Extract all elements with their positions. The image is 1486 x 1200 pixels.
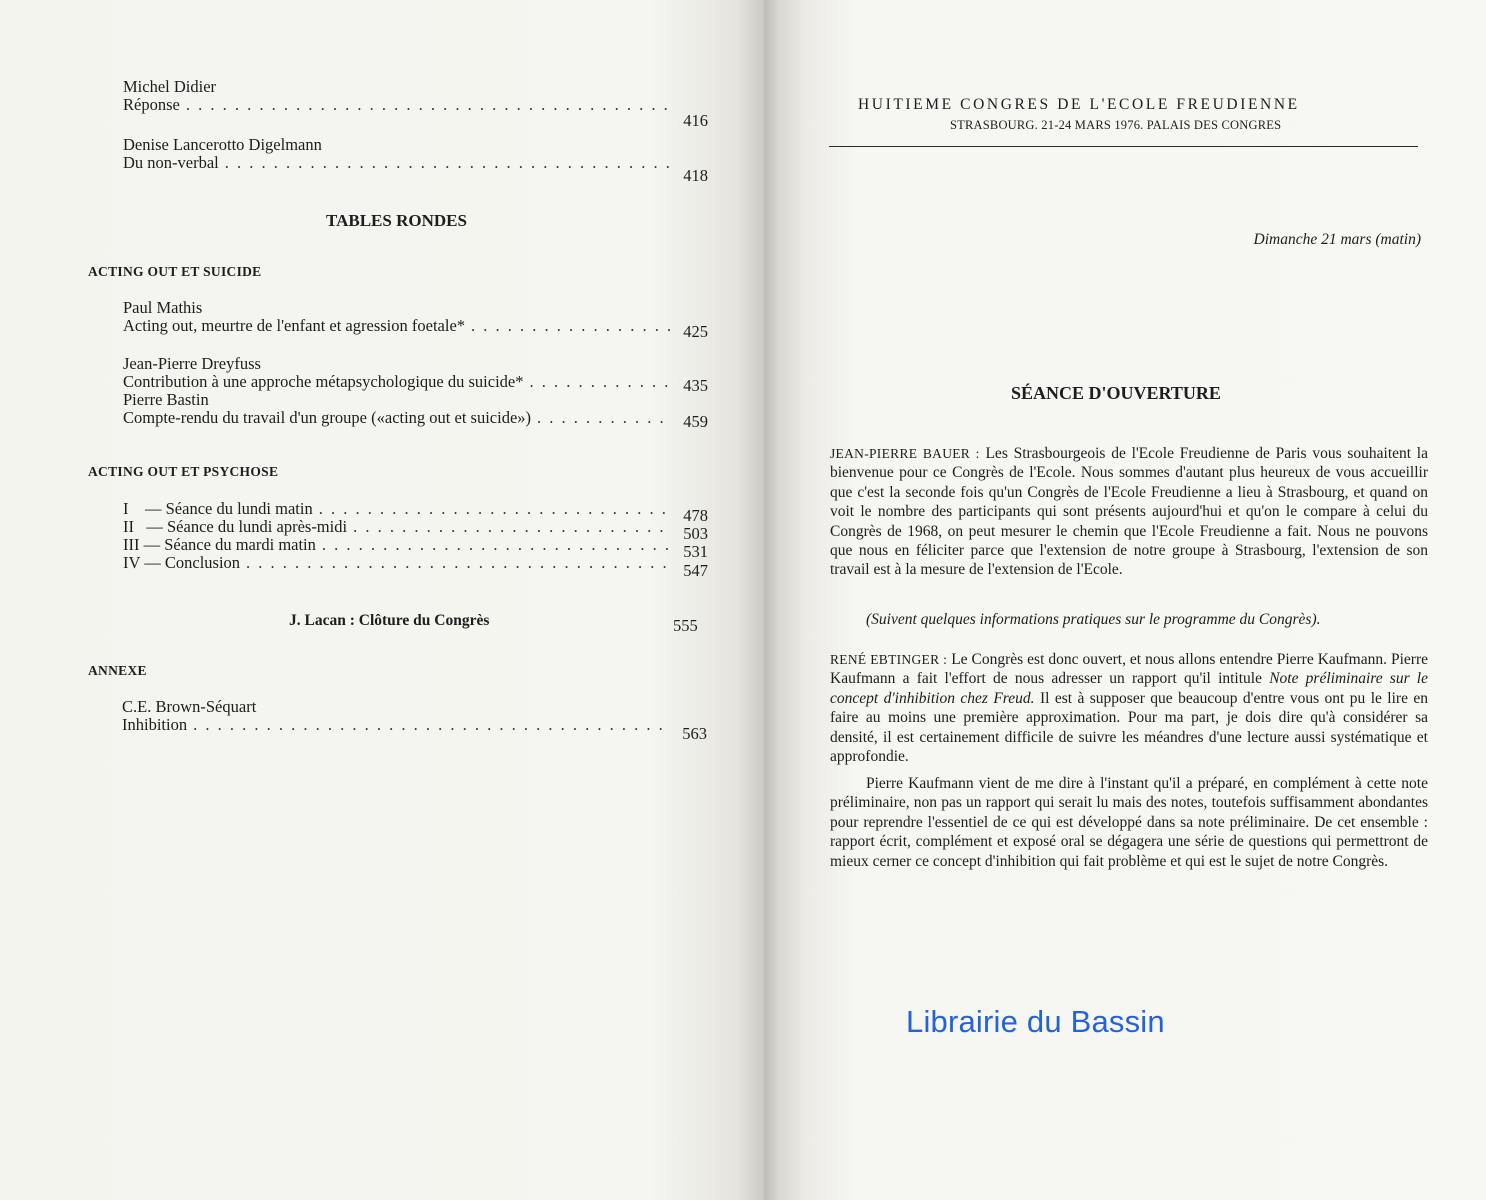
section-title: SÉANCE D'OUVERTURE <box>1011 383 1221 403</box>
toc-entry-digelmann <box>123 135 708 185</box>
watermark-text: Librairie du Bassin <box>906 1004 1165 1039</box>
paragraph-bauer <box>830 444 1428 580</box>
toc-author: Denise Lancerotto Digelmann <box>123 135 322 154</box>
toc-seance-2 <box>123 517 708 543</box>
toc-page: 418 <box>683 166 708 185</box>
paragraph-text: Il est à supposer que beaucoup d'entre vous ont pu le lire en faire au moins une première approximation. Pour ma part, je dois dire qu'à considérer sa densité, il est certainement difficile de suivre les méandres d'une lecture aussi systématique et approfondie. <box>830 689 1428 766</box>
toc-page: 416 <box>683 111 708 130</box>
running-header-title: HUITIEME CONGRES DE L'ECOLE FREUDIENNE <box>858 96 1300 113</box>
toc-author: Jean-Pierre Dreyfuss <box>123 354 261 373</box>
toc-title: II — Séance du lundi après-midi <box>123 517 348 536</box>
paragraph-text: Les Strasbourgeois de l'Ecole Freudienne de Paris vous souhaitent la bienvenue pour ce Congrès de l'Ecole. Nous sommes d'autant plus heureux de vous accueillir que c'est la seconde fois qu'un Congrès de l'Ecole Freudienne a lieu à Strasbourg, et quand on voit le nombre des participants qui sont présents aujourd'hui et qu'on le compare à celui du Congrès de 1968, on peut mesurer le chemin que l'Ecole Freudienne a fait. Nous ne pouvons que nous en féliciter parce que l'extension de notre groupe à Strasbourg, l'extension de son travail est à la mesure de l'extension de l'Ecole. <box>830 445 1428 579</box>
toc-title: Contribution à une approche métapsychologique du suicide* <box>123 372 524 391</box>
toc-page: 503 <box>683 524 708 543</box>
annexe-heading: ANNEXE <box>88 663 147 678</box>
toc-title: Acting out, meurtre de l'enfant et agression foetale* <box>123 316 466 335</box>
toc-entry-mathis <box>123 298 708 341</box>
toc-page: 425 <box>683 322 708 341</box>
toc-page: 531 <box>683 542 708 561</box>
toc-seance-3 <box>123 535 708 561</box>
paragraph-text: Le Congrès est donc ouvert, et nous allons entendre Pierre Kaufmann. Pierre Kaufmann a fait l'effort de nous adresser un rapport qu'il intitule <box>830 651 1428 688</box>
acting-suicide-heading: ACTING OUT ET SUICIDE <box>88 264 262 279</box>
toc-title: Compte-rendu du travail d'un groupe («acting out et suicide») <box>123 408 532 427</box>
toc-entry-bastin <box>123 390 708 431</box>
header-rule <box>829 146 1418 147</box>
book-gutter <box>764 0 806 1200</box>
speaker-name: JEAN-PIERRE BAUER : <box>830 446 980 461</box>
paragraph-italic: Note préliminaire sur le concept d'inhibition chez Freud. <box>830 670 1428 707</box>
toc-title: Du non-verbal <box>123 153 219 172</box>
toc-author: Michel Didier <box>123 77 217 96</box>
session-date: Dimanche 21 mars (matin) <box>1253 231 1421 248</box>
toc-entry-didier <box>123 77 708 130</box>
toc-title: IV — Conclusion <box>123 553 241 572</box>
toc-title: Inhibition <box>122 715 188 734</box>
toc-page: 547 <box>683 561 708 580</box>
lacan-closing-page: 555 <box>673 616 698 635</box>
lacan-closing-title: J. Lacan : Clôture du Congrès <box>289 612 490 629</box>
toc-author: C.E. Brown-Séquart <box>122 697 257 716</box>
editorial-note: (Suivent quelques informations pratiques sur le programme du Congrès). <box>866 611 1321 628</box>
toc-author: Pierre Bastin <box>123 390 209 409</box>
toc-page: 478 <box>683 506 708 525</box>
toc-page: 459 <box>683 412 708 431</box>
paragraph-ebtinger <box>830 650 1428 766</box>
toc-page: 435 <box>683 376 708 395</box>
tables-rondes-heading: TABLES RONDES <box>326 211 467 230</box>
toc-author: Paul Mathis <box>123 298 203 317</box>
paragraph-kaufmann: Pierre Kaufmann vient de me dire à l'instant qu'il a préparé, en complément à cette note préliminaire, non pas un rapport qui serait lu mais des notes, toutefois suffisamment abondantes pour reprendre l'essentiel de ce qui est développé dans sa note préliminaire. De cet ensemble : rapport écrit, complément et exposé oral se dégagera une série de questions qui permettront de mieux cerner ce concept d'inhibition qui fait problème et qui est le sujet de notre Congrès. <box>830 775 1428 870</box>
toc-title: III — Séance du mardi matin <box>123 535 316 554</box>
toc-title: I — Séance du lundi matin <box>123 499 313 518</box>
toc-title: Réponse <box>123 95 180 114</box>
running-header-subtitle: STRASBOURG. 21-24 MARS 1976. PALAIS DES CONGRES <box>950 118 1282 132</box>
toc-entry-brown-sequart <box>122 697 707 743</box>
toc-page: 563 <box>682 724 707 743</box>
acting-psychose-heading: ACTING OUT ET PSYCHOSE <box>88 464 279 479</box>
toc-conclusion <box>123 553 708 580</box>
toc-seance-1 <box>123 499 708 525</box>
speaker-name: RENÉ EBTINGER : <box>830 652 948 667</box>
toc-entry-dreyfuss <box>123 354 708 395</box>
